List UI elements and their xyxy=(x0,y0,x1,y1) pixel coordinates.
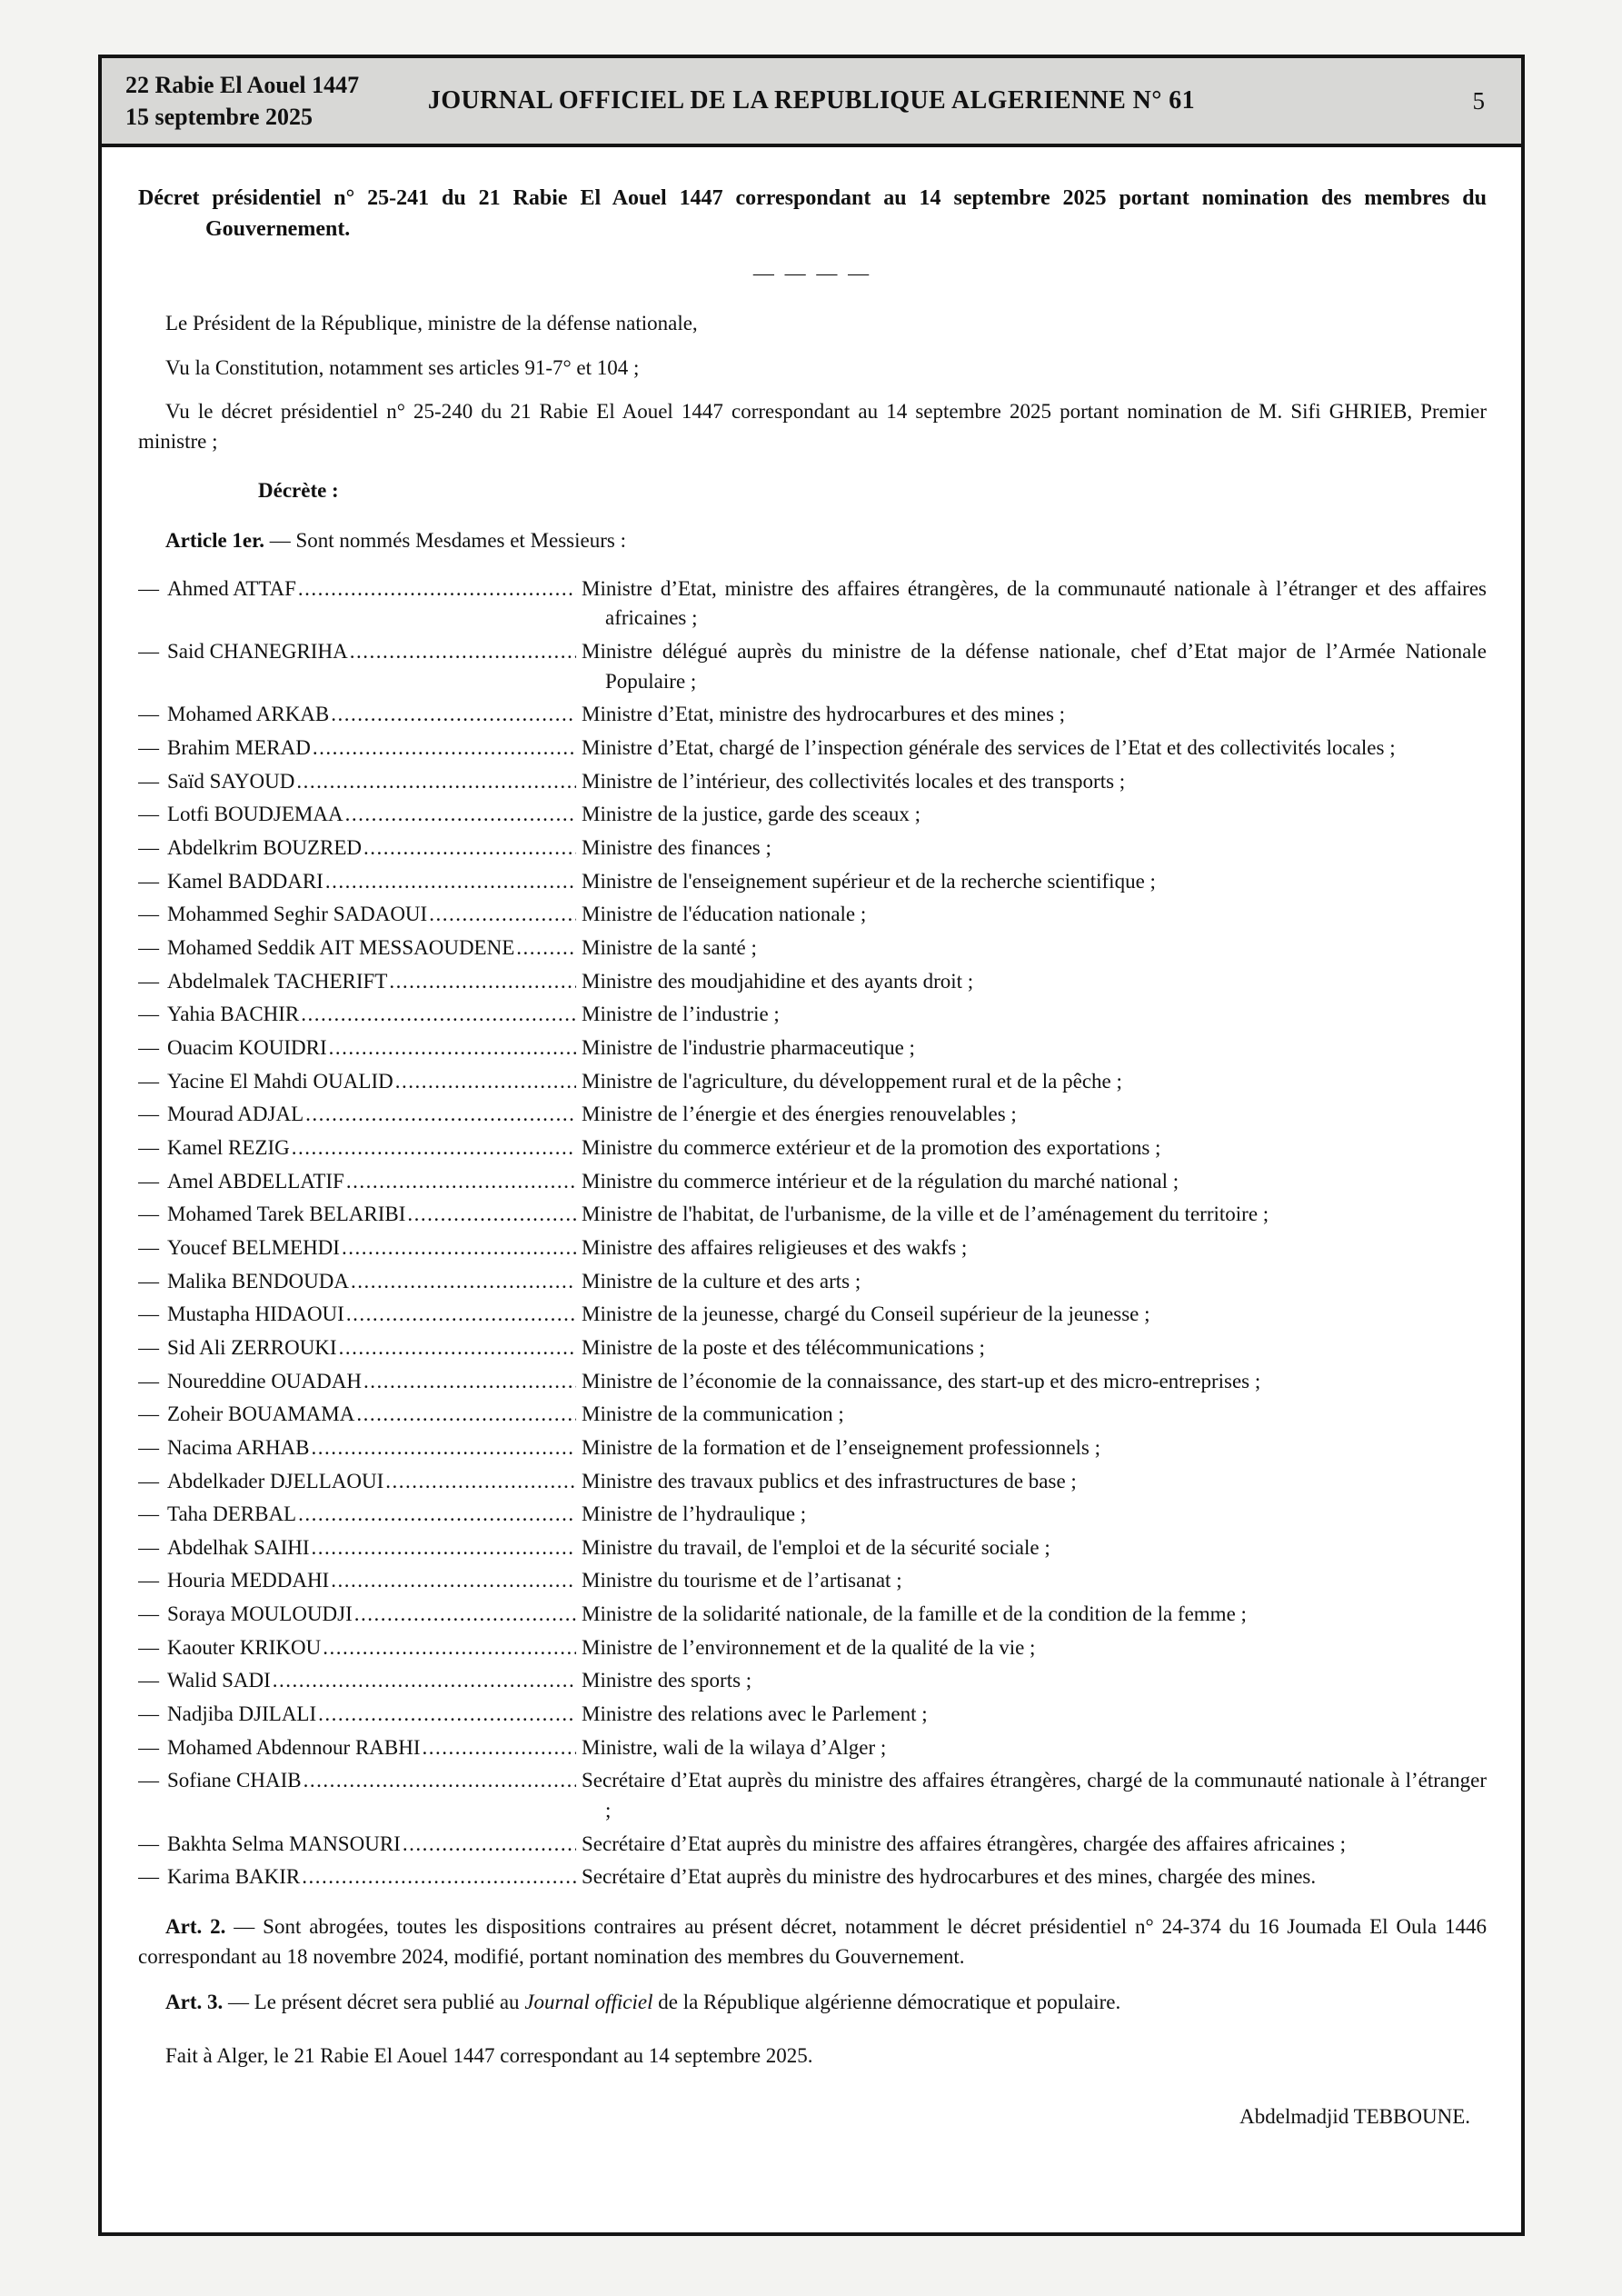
appointee-title: Ministre d’Etat, ministre des hydrocarbures et des mines ; xyxy=(582,703,1066,726)
page-number: 5 xyxy=(1472,86,1485,115)
appointee-name: Abdelhak SAIHI xyxy=(167,1535,310,1559)
appointee-title: Secrétaire d’Etat auprès du ministre des hydrocarbures et des mines, chargée des mines. xyxy=(582,1865,1317,1889)
list-dash: — xyxy=(138,1669,159,1692)
appointee-title: Secrétaire d’Etat auprès du ministre des affaires étrangères, chargé de la communauté nationale à l’étranger ; xyxy=(582,1769,1487,1822)
list-item xyxy=(138,1533,1487,1563)
header-dates xyxy=(125,69,425,133)
appointee-name: Noureddine OUADAH xyxy=(167,1369,362,1393)
appointee-title: Ministre de l’environnement et de la qualité de la vie ; xyxy=(582,1635,1036,1659)
list-dash: — xyxy=(138,1169,159,1193)
list-dash: — xyxy=(138,1469,159,1492)
list-item xyxy=(138,1433,1487,1463)
dot-leader xyxy=(302,1862,576,1892)
list-item xyxy=(138,933,1487,963)
list-item xyxy=(138,1300,1487,1330)
appointee-title: Ministre de la santé ; xyxy=(582,936,757,959)
appointee-name: Mohammed Seghir SADAOUI xyxy=(167,903,428,926)
dot-leader xyxy=(298,1500,576,1530)
dot-leader xyxy=(346,1300,576,1330)
list-item xyxy=(138,1600,1487,1630)
appointee-title: Ministre des finances ; xyxy=(582,836,771,860)
dot-leader xyxy=(305,1100,576,1130)
appointee-name: Mohamed ARKAB xyxy=(167,703,330,726)
appointee-name: Kaouter KRIKOU xyxy=(167,1635,322,1659)
appointee-title: Ministre des relations avec le Parlement ; xyxy=(582,1702,928,1726)
dot-leader xyxy=(323,1633,576,1663)
list-item xyxy=(138,1367,1487,1397)
appointee-title: Ministre de l'éducation nationale ; xyxy=(582,903,867,926)
appointee-title: Ministre des moudjahidine et des ayants droit ; xyxy=(582,969,974,993)
dot-leader xyxy=(363,834,576,863)
article-3-after: de la République algérienne démocratique et populaire. xyxy=(652,1991,1121,2014)
list-item xyxy=(138,1633,1487,1663)
preamble-line-2: Vu la Constitution, notamment ses articles 91-7° et 104 ; xyxy=(165,355,640,379)
appointee-name: Karima BAKIR xyxy=(167,1865,301,1889)
journal-title: JOURNAL OFFICIEL DE LA REPUBLIQUE ALGERIENNE N° 61 xyxy=(427,86,1196,115)
list-dash: — xyxy=(138,1865,159,1889)
appointee-title: Ministre d’Etat, ministre des affaires étrangères, de la communauté nationale à l’étranger et des affaires africaines ; xyxy=(582,576,1487,630)
appointee-name: Soraya MOULOUDJI xyxy=(167,1602,353,1626)
appointee-name: Malika BENDOUDA xyxy=(167,1269,349,1293)
list-dash: — xyxy=(138,640,159,664)
list-dash: — xyxy=(138,803,159,826)
list-item xyxy=(138,734,1487,764)
dot-leader xyxy=(389,967,576,997)
date-gregorian: 15 septembre 2025 xyxy=(125,104,313,130)
list-dash: — xyxy=(138,576,159,600)
dot-leader xyxy=(325,867,576,897)
appointee-name: Youcef BELMEHDI xyxy=(167,1235,340,1259)
appointee-name: Houria MEDDAHI xyxy=(167,1569,330,1592)
appointee-title: Ministre de la jeunesse, chargé du Conseil supérieur de la jeunesse ; xyxy=(582,1303,1150,1326)
dot-leader xyxy=(346,1167,576,1197)
dot-leader xyxy=(363,1367,576,1397)
dot-leader xyxy=(395,1067,576,1097)
appointee-name: Abdelkrim BOUZRED xyxy=(167,836,363,860)
dot-leader xyxy=(385,1467,576,1497)
appointee-name: Ouacim KOUIDRI xyxy=(167,1035,327,1059)
list-dash: — xyxy=(138,1569,159,1592)
appointee-name: Nadjiba DJILALI xyxy=(167,1702,317,1726)
list-item xyxy=(138,574,1487,634)
appointee-name: Zoheir BOUAMAMA xyxy=(167,1403,355,1426)
appointee-name: Nacima ARHAB xyxy=(167,1435,310,1459)
list-item xyxy=(138,1267,1487,1297)
decrete-label: Décrète : xyxy=(258,479,339,503)
dot-leader xyxy=(304,1766,576,1825)
list-dash: — xyxy=(138,903,159,926)
list-item xyxy=(138,1566,1487,1596)
appointee-title: Ministre délégué auprès du ministre de la défense nationale, chef d’Etat major de l’Armée Nationale Populaire ; xyxy=(582,640,1487,693)
dot-leader xyxy=(273,1666,576,1696)
appointee-name: Sid Ali ZERROUKI xyxy=(167,1335,337,1359)
list-dash: — xyxy=(138,1203,159,1226)
dot-leader xyxy=(350,637,576,696)
list-item xyxy=(138,967,1487,997)
appointee-title: Ministre du commerce extérieur et de la promotion des exportations ; xyxy=(582,1135,1161,1159)
appointee-title: Secrétaire d’Etat auprès du ministre des affaires étrangères, chargée des affaires africaines ; xyxy=(582,1832,1347,1855)
appointee-title: Ministre de l’économie de la connaissance, des start-up et des micro-entreprises ; xyxy=(582,1369,1261,1393)
preamble-line-3: Vu le décret présidentiel n° 25-240 du 21 Rabie El Aouel 1447 correspondant au 14 septembre 2025 portant nomination de M. Sifi GHRIEB, Premier ministre ; xyxy=(138,400,1487,453)
dot-leader xyxy=(331,1566,576,1596)
list-dash: — xyxy=(138,1103,159,1126)
article-3-before: — Le présent décret sera publié au xyxy=(223,1991,525,2014)
appointee-title: Ministre d’Etat, chargé de l’inspection générale des services de l’Etat et des collectivités locales ; xyxy=(582,736,1396,760)
appointee-name: Said CHANEGRIHA xyxy=(167,640,348,664)
dot-leader xyxy=(403,1830,576,1860)
dot-leader xyxy=(318,1700,576,1730)
closing-line: Fait à Alger, le 21 Rabie El Aouel 1447 correspondant au 14 septembre 2025. xyxy=(165,2044,813,2067)
dot-leader xyxy=(312,1533,577,1563)
list-dash: — xyxy=(138,1702,159,1726)
appointee-title: Ministre du travail, de l'emploi et de la sécurité sociale ; xyxy=(582,1535,1050,1559)
list-dash: — xyxy=(138,1035,159,1059)
list-item xyxy=(138,1766,1487,1825)
list-item xyxy=(138,1862,1487,1892)
list-item xyxy=(138,637,1487,696)
list-dash: — xyxy=(138,1735,159,1759)
list-item xyxy=(138,1167,1487,1197)
list-dash: — xyxy=(138,736,159,760)
list-dash: — xyxy=(138,1602,159,1626)
appointee-title: Ministre de l’énergie et des énergies renouvelables ; xyxy=(582,1103,1017,1126)
appointee-title: Ministre de l'agriculture, du développement rural et de la pêche ; xyxy=(582,1069,1122,1093)
article-3 xyxy=(138,1988,1487,2018)
list-item xyxy=(138,867,1487,897)
list-dash: — xyxy=(138,836,159,860)
list-dash: — xyxy=(138,1635,159,1659)
list-item xyxy=(138,1700,1487,1730)
appointee-title: Ministre des affaires religieuses et des wakfs ; xyxy=(582,1235,968,1259)
list-dash: — xyxy=(138,869,159,893)
appointments-list xyxy=(138,574,1487,1892)
appointee-title: Ministre de l’industrie ; xyxy=(582,1003,780,1026)
list-item xyxy=(138,1133,1487,1163)
appointee-title: Ministre de l'habitat, de l'urbanisme, de la ville et de l’aménagement du territoire ; xyxy=(582,1203,1269,1226)
appointee-title: Ministre de la formation et de l’enseignement professionnels ; xyxy=(582,1435,1101,1459)
appointee-name: Mohamed Tarek BELARIBI xyxy=(167,1203,406,1226)
appointee-title: Ministre, wali de la wilaya d’Alger ; xyxy=(582,1735,887,1759)
dot-leader xyxy=(354,1600,576,1630)
article-2 xyxy=(138,1912,1487,1972)
dot-leader xyxy=(342,1233,576,1263)
dot-leader xyxy=(292,1133,576,1163)
list-dash: — xyxy=(138,1303,159,1326)
article-1 xyxy=(138,526,1487,556)
list-item xyxy=(138,767,1487,797)
list-item xyxy=(138,800,1487,830)
list-dash: — xyxy=(138,1769,159,1792)
appointee-title: Ministre de la culture et des arts ; xyxy=(582,1269,861,1293)
list-item xyxy=(138,1233,1487,1263)
list-item xyxy=(138,1033,1487,1063)
appointee-name: Mourad ADJAL xyxy=(167,1103,304,1126)
list-dash: — xyxy=(138,703,159,726)
appointee-name: Saïd SAYOUD xyxy=(167,769,295,793)
appointee-name: Mohamed Abdennour RABHI xyxy=(167,1735,421,1759)
dot-leader xyxy=(516,933,576,963)
appointee-title: Ministre de l’intérieur, des collectivités locales et des transports ; xyxy=(582,769,1126,793)
date-hijri: 22 Rabie El Aouel 1447 xyxy=(125,71,360,98)
list-item xyxy=(138,700,1487,730)
list-item xyxy=(138,1467,1487,1497)
article-3-journal-officiel: Journal officiel xyxy=(524,1991,653,2014)
list-dash: — xyxy=(138,1135,159,1159)
dot-leader xyxy=(329,1033,576,1063)
list-item xyxy=(138,1067,1487,1097)
dot-leader xyxy=(312,1433,576,1463)
appointee-name: Yacine El Mahdi OUALID xyxy=(167,1069,393,1093)
appointee-name: Bakhta Selma MANSOURI xyxy=(167,1832,401,1855)
appointee-name: Abdelmalek TACHERIFT xyxy=(167,969,388,993)
dot-leader xyxy=(351,1267,576,1297)
title-separator: — — — — xyxy=(752,262,872,285)
appointee-name: Sofiane CHAIB xyxy=(167,1769,302,1792)
appointee-name: Brahim MERAD xyxy=(167,736,311,760)
article-2-text: — Sont abrogées, toutes les dispositions contraires au présent décret, notamment le décret présidentiel n° 24-374 du 16 Joumada El Oula 1446 correspondant au 18 novembre 2024, modifié, portant nomination des membres du Gouvernement. xyxy=(138,1915,1487,1968)
article-1-text: — Sont nommés Mesdames et Messieurs : xyxy=(264,529,626,553)
dot-leader xyxy=(313,734,576,764)
list-dash: — xyxy=(138,969,159,993)
list-item xyxy=(138,1500,1487,1530)
article-3-label: Art. 3. xyxy=(165,1991,224,2014)
appointee-title: Ministre de la communication ; xyxy=(582,1403,844,1426)
decree-body xyxy=(102,147,1521,2131)
decree-title: Décret présidentiel n° 25-241 du 21 Rabie El Aouel 1447 correspondant au 14 septembre 2025 portant nomination des membres du Gouvernement. xyxy=(138,186,1487,241)
journal-header xyxy=(102,58,1521,147)
list-dash: — xyxy=(138,1335,159,1359)
appointee-title: Ministre des travaux publics et des infrastructures de base ; xyxy=(582,1469,1077,1492)
appointee-title: Ministre de l'enseignement supérieur et de la recherche scientifique ; xyxy=(582,869,1156,893)
list-item xyxy=(138,834,1487,863)
list-item xyxy=(138,1200,1487,1230)
dot-leader xyxy=(345,800,576,830)
appointee-title: Ministre des sports ; xyxy=(582,1669,752,1692)
appointee-title: Ministre du commerce intérieur et de la régulation du marché national ; xyxy=(582,1169,1179,1193)
appointee-name: Taha DERBAL xyxy=(167,1502,297,1526)
list-dash: — xyxy=(138,1435,159,1459)
list-dash: — xyxy=(138,1069,159,1093)
appointee-title: Ministre de l’hydraulique ; xyxy=(582,1502,807,1526)
appointee-title: Ministre de la solidarité nationale, de la famille et de la condition de la femme ; xyxy=(582,1602,1247,1626)
appointee-name: Ahmed ATTAF xyxy=(167,576,296,600)
appointee-name: Mustapha HIDAOUI xyxy=(167,1303,344,1326)
appointee-title: Ministre de l'industrie pharmaceutique ; xyxy=(582,1035,915,1059)
list-dash: — xyxy=(138,1535,159,1559)
list-item xyxy=(138,900,1487,930)
signature: Abdelmadjid TEBBOUNE. xyxy=(1239,2104,1470,2128)
dot-leader xyxy=(331,700,576,730)
list-item xyxy=(138,1400,1487,1430)
dot-leader xyxy=(298,574,576,634)
list-dash: — xyxy=(138,1832,159,1855)
preamble-line-1: Le Président de la République, ministre de la défense nationale, xyxy=(165,311,698,334)
list-dash: — xyxy=(138,936,159,959)
dot-leader xyxy=(339,1333,576,1363)
list-dash: — xyxy=(138,769,159,793)
dot-leader xyxy=(301,1000,576,1030)
article-1-label: Article 1er. xyxy=(165,529,264,553)
list-dash: — xyxy=(138,1502,159,1526)
list-dash: — xyxy=(138,1269,159,1293)
dot-leader xyxy=(356,1400,576,1430)
appointee-name: Kamel BADDARI xyxy=(167,869,323,893)
list-item xyxy=(138,1733,1487,1763)
list-dash: — xyxy=(138,1403,159,1426)
list-item xyxy=(138,1100,1487,1130)
list-dash: — xyxy=(138,1235,159,1259)
appointee-title: Ministre de la justice, garde des sceaux ; xyxy=(582,803,920,826)
appointee-name: Kamel REZIG xyxy=(167,1135,290,1159)
appointee-name: Amel ABDELLATIF xyxy=(167,1169,344,1193)
dot-leader xyxy=(296,767,576,797)
dot-leader xyxy=(407,1200,576,1230)
dot-leader xyxy=(423,1733,576,1763)
list-dash: — xyxy=(138,1369,159,1393)
appointee-title: Ministre du tourisme et de l’artisanat ; xyxy=(582,1569,902,1592)
list-item xyxy=(138,1333,1487,1363)
article-2-label: Art. 2. xyxy=(165,1915,226,1939)
list-item xyxy=(138,1830,1487,1860)
appointee-name: Abdelkader DJELLAOUI xyxy=(167,1469,384,1492)
appointee-name: Lotfi BOUDJEMAA xyxy=(167,803,343,826)
appointee-title: Ministre de la poste et des télécommunications ; xyxy=(582,1335,985,1359)
journal-page xyxy=(98,55,1525,2236)
dot-leader xyxy=(429,900,576,930)
list-item xyxy=(138,1000,1487,1030)
appointee-name: Yahia BACHIR xyxy=(167,1003,300,1026)
list-dash: — xyxy=(138,1003,159,1026)
appointee-name: Mohamed Seddik AIT MESSAOUDENE xyxy=(167,936,515,959)
list-item xyxy=(138,1666,1487,1696)
appointee-name: Walid SADI xyxy=(167,1669,271,1692)
